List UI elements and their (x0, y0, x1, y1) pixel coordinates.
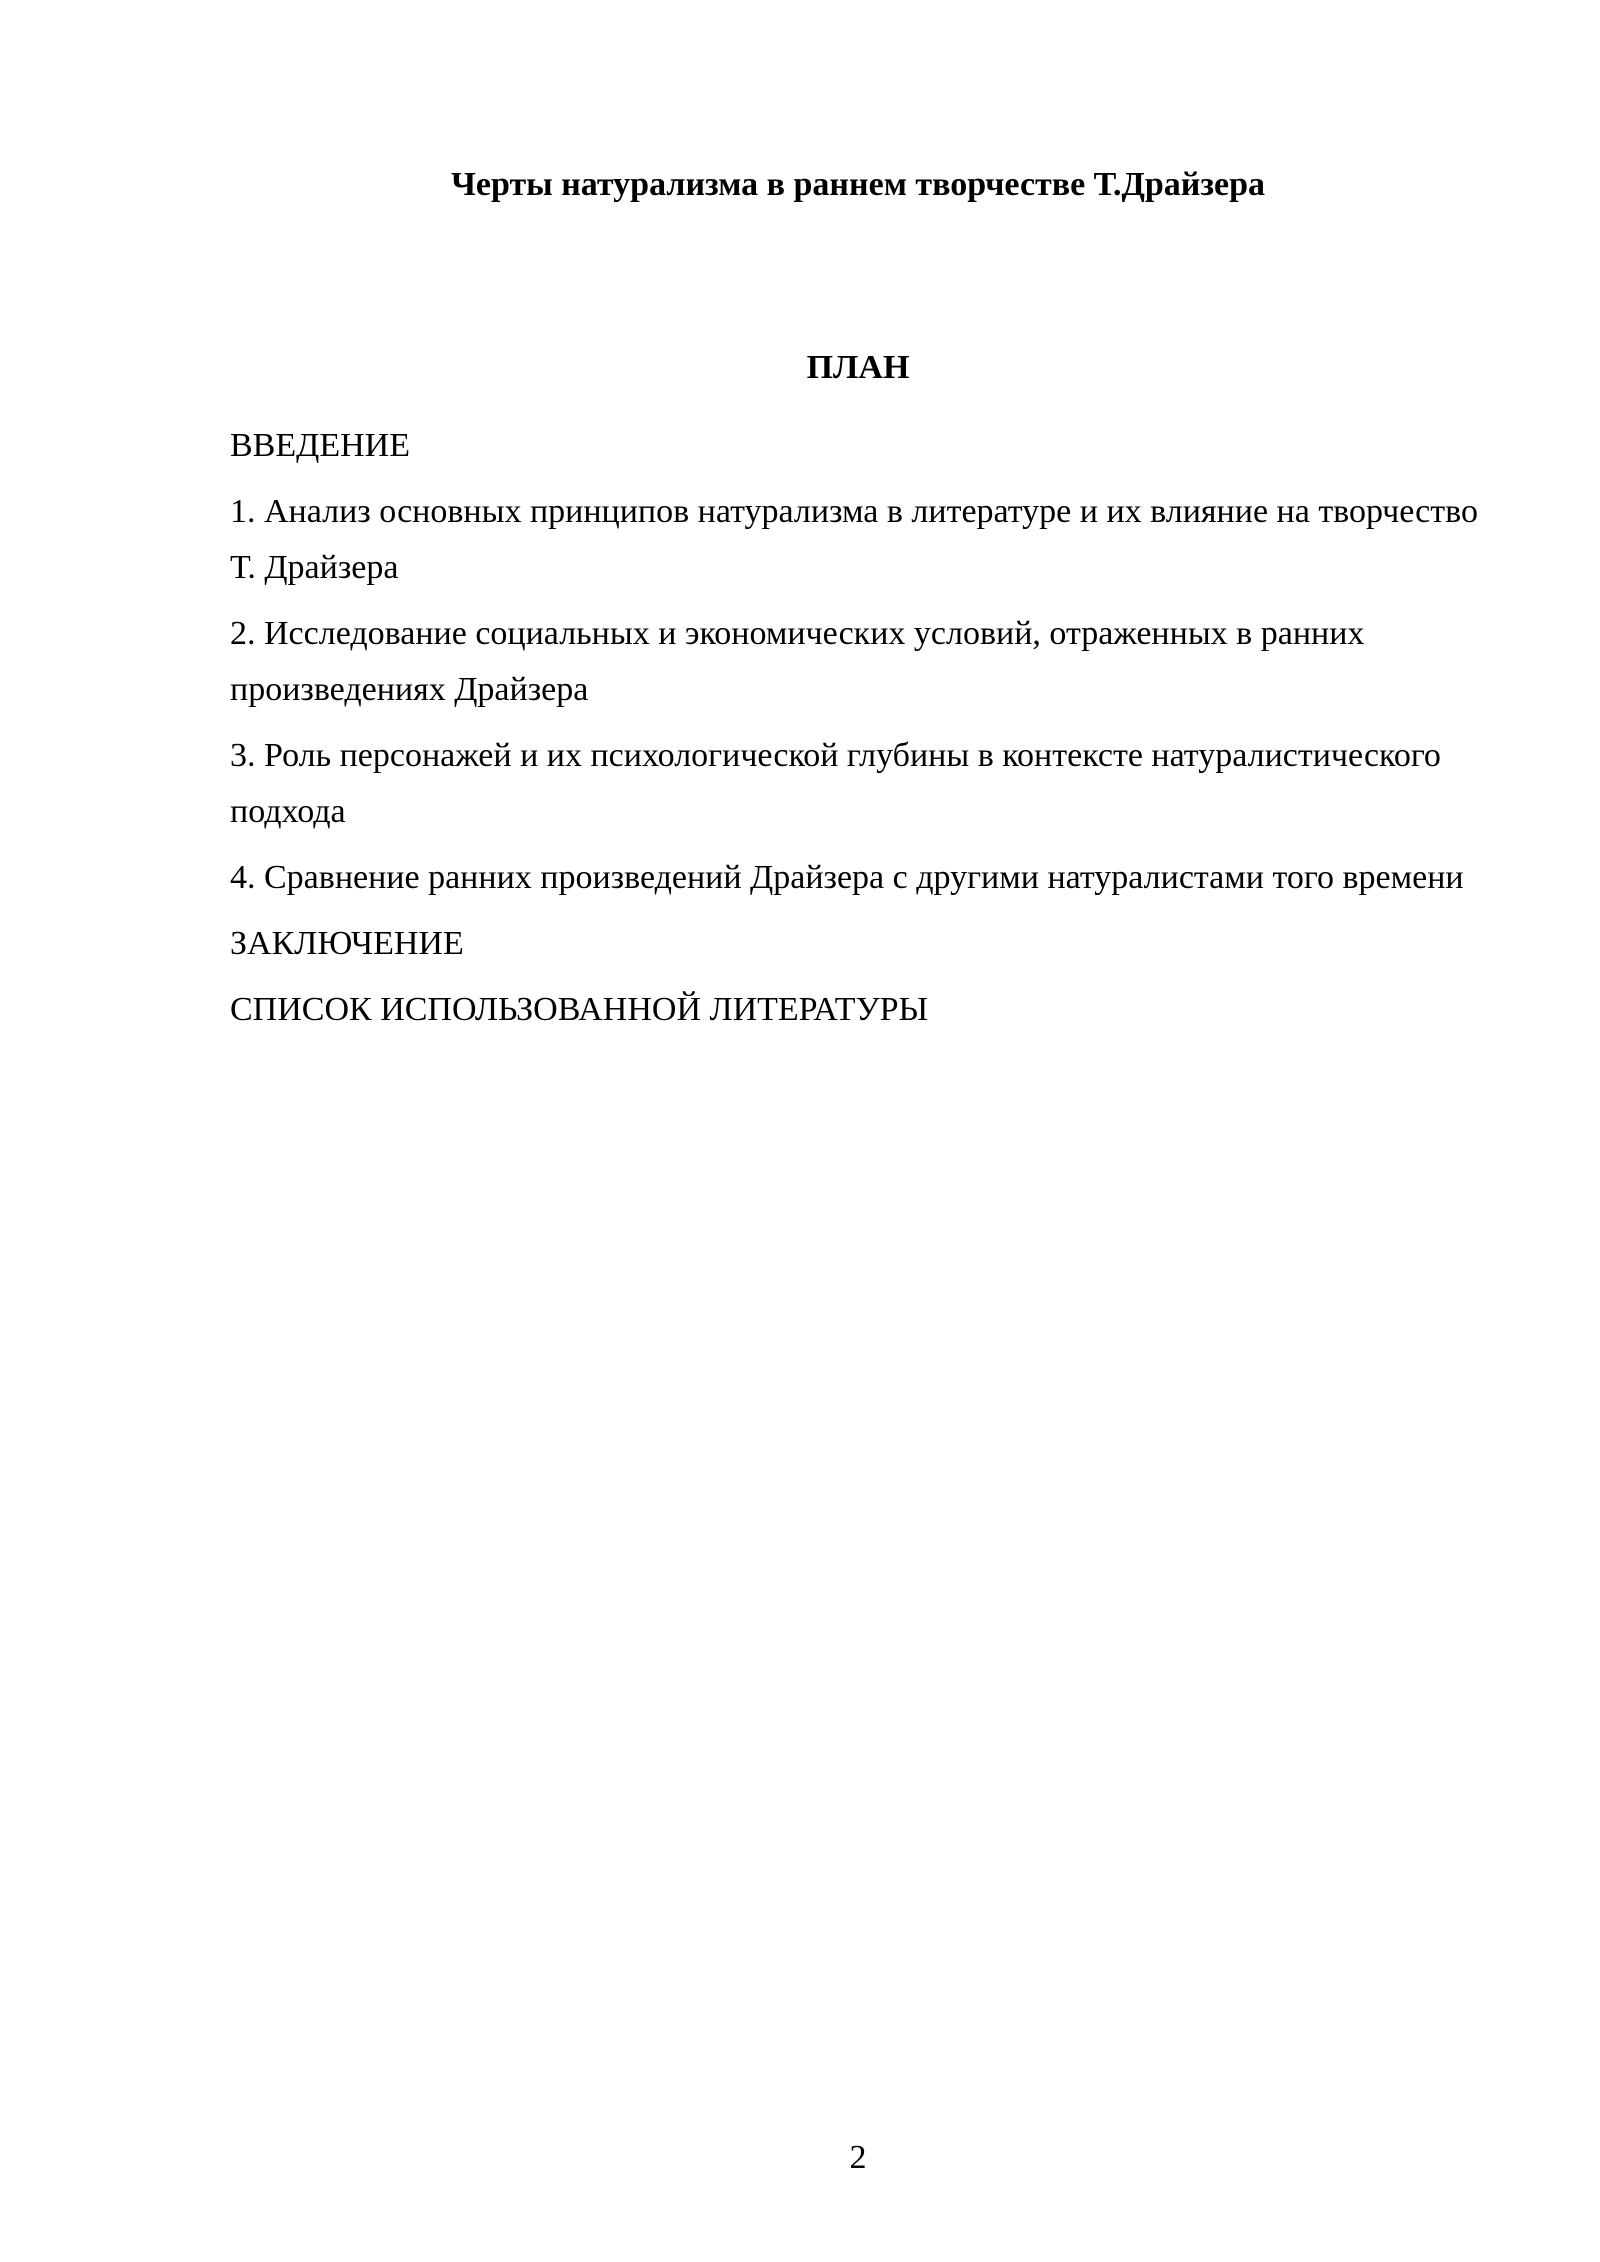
plan-item-conclusion: ЗАКЛЮЧЕНИЕ (230, 925, 464, 962)
plan-item-introduction: ВВЕДЕНИЕ (230, 427, 410, 464)
plan-item-references: СПИСОК ИСПОЛЬЗОВАННОЙ ЛИТЕРАТУРЫ (230, 991, 929, 1028)
plan-item-4: 4. Сравнение ранних произведений Драйзера с другими натуралистами того времени (230, 859, 1464, 896)
page-number: 2 (849, 2139, 867, 2176)
plan-item-2: 2. Исследование социальных и экономических условий, отраженных в ранних произведениях Драйзера (230, 615, 1365, 708)
document-title: Черты натурализма в раннем творчестве Т.Драйзера (450, 166, 1266, 203)
plan-item-3: 3. Роль персонажей и их психологической глубины в контексте натуралистического подхода (230, 737, 1441, 830)
plan-heading: ПЛАН (806, 349, 910, 386)
plan-item-1: 1. Анализ основных принципов натурализма в литературе и их влияние на творчество Т. Драйзера (230, 493, 1478, 586)
plan-list (230, 418, 1486, 1048)
